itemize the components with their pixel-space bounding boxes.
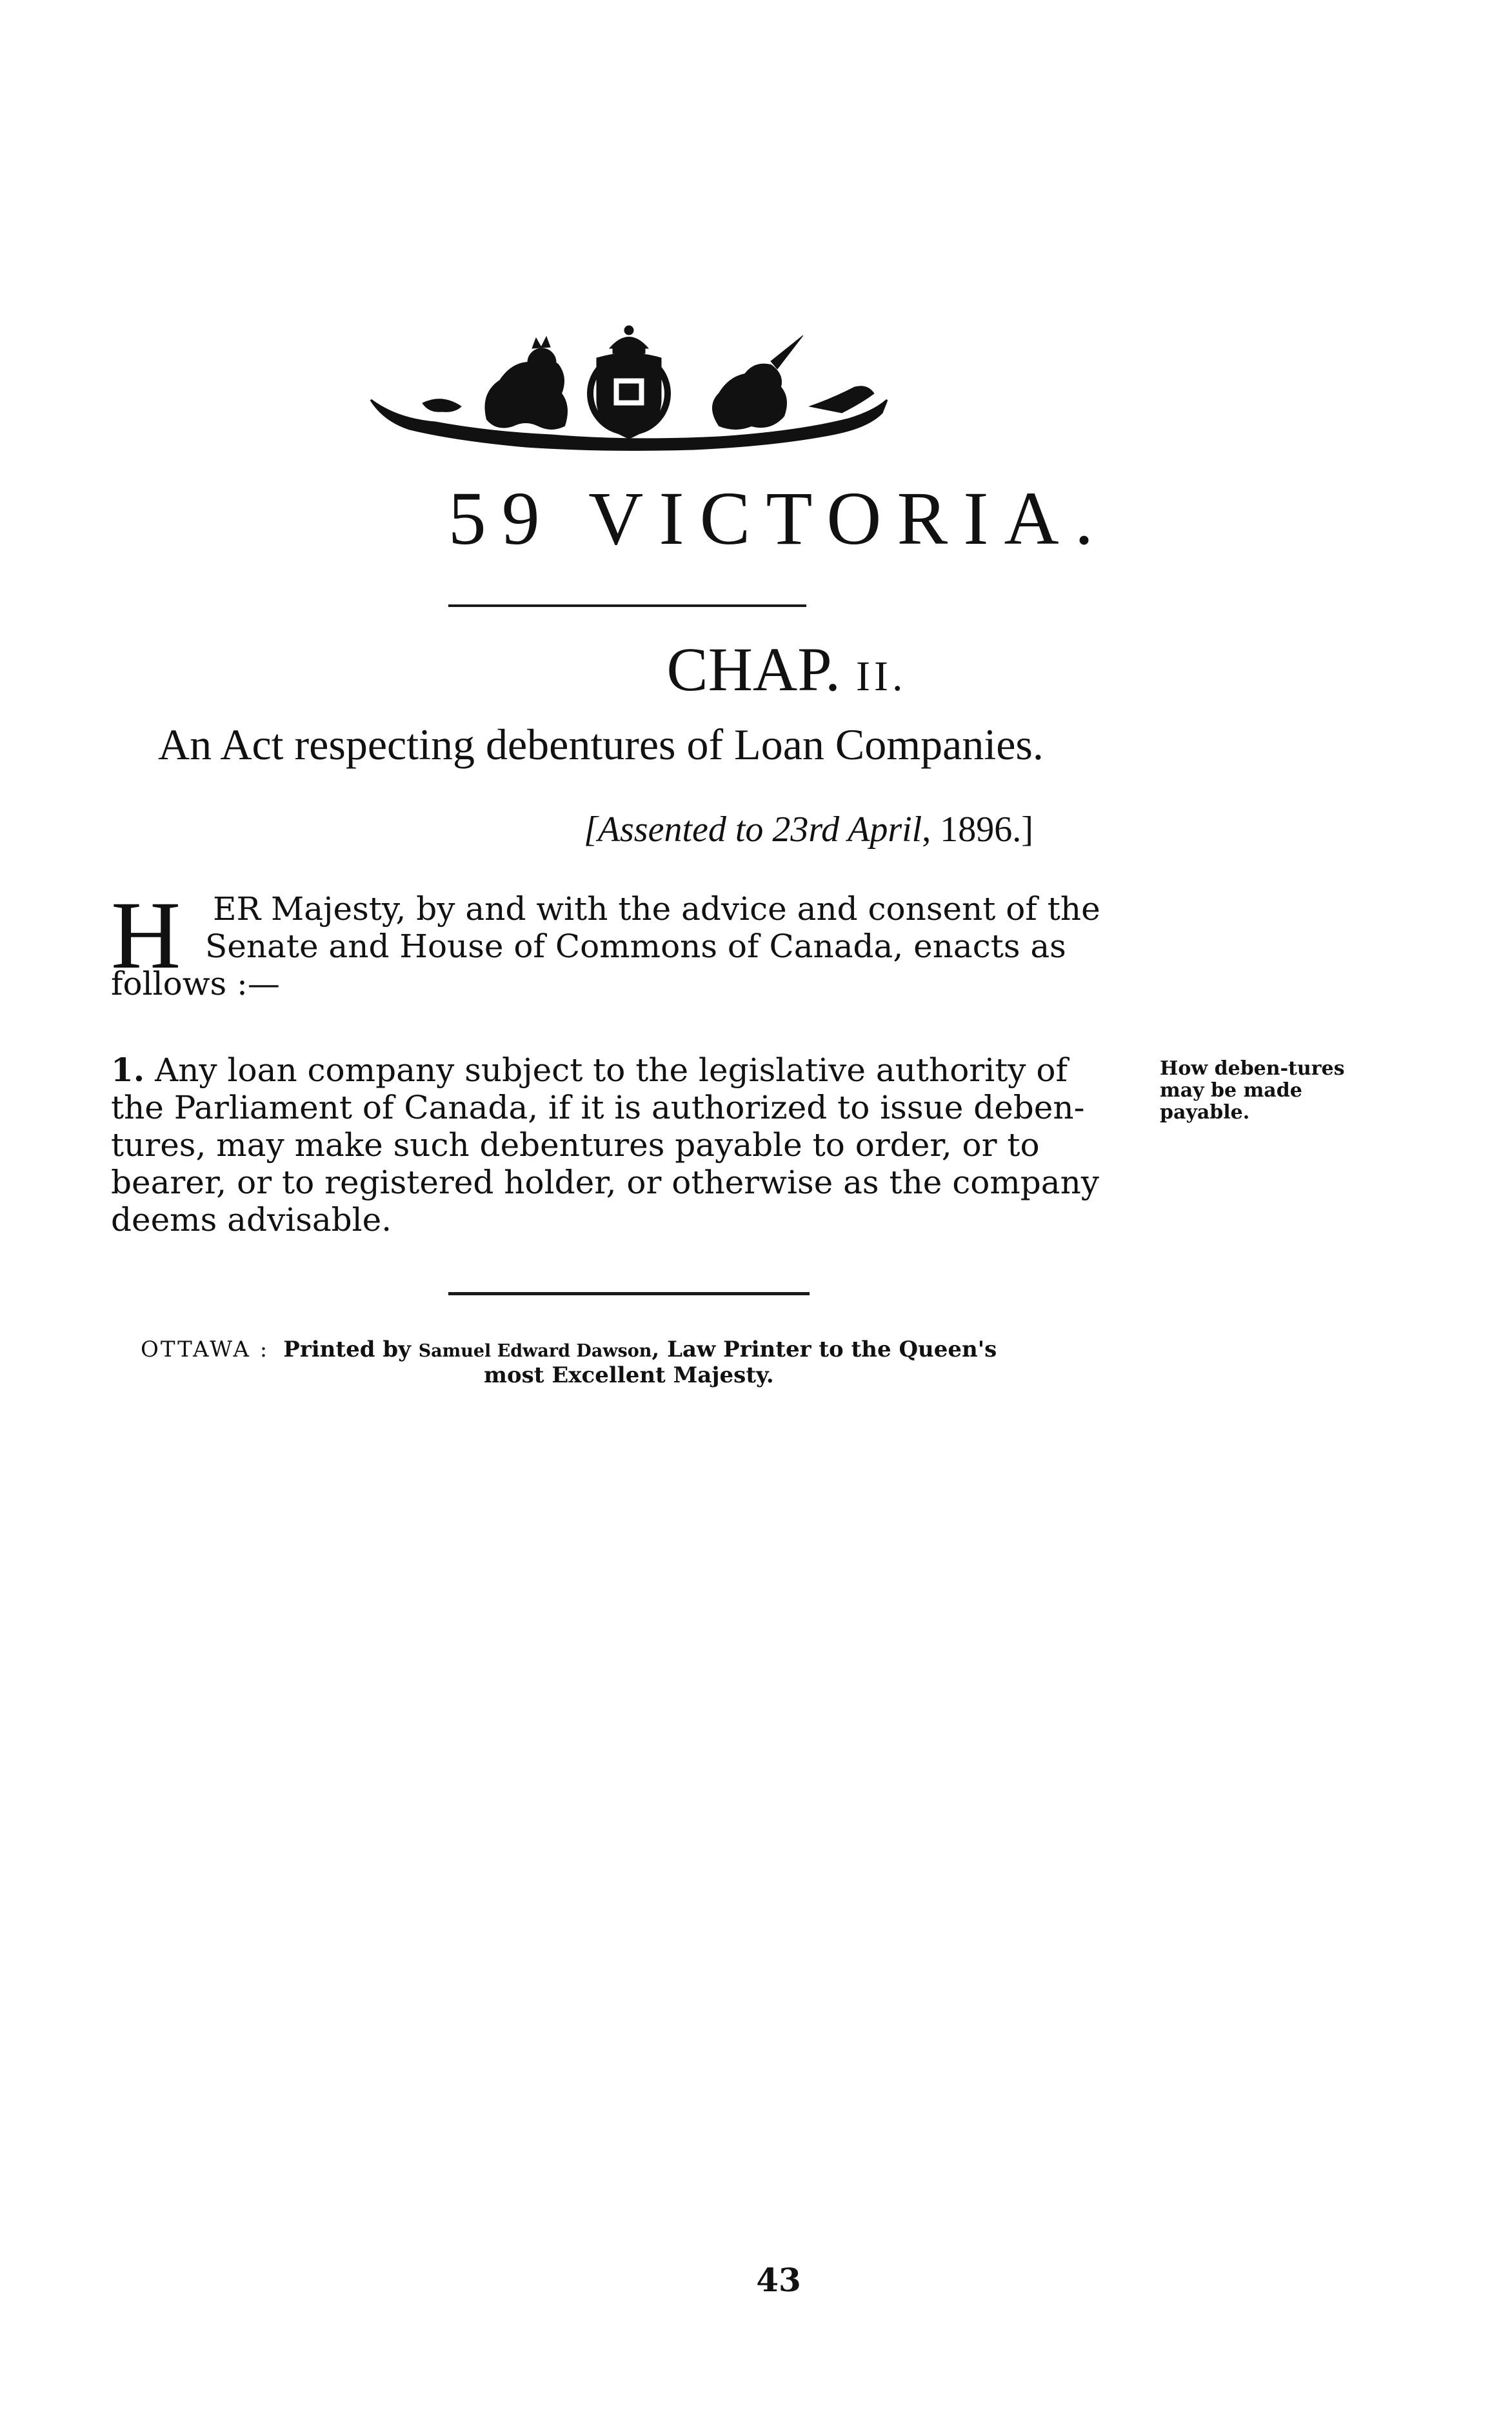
imprint-line2: most Excellent Majesty. <box>484 1362 774 1388</box>
section-1-line: deems advisable. <box>111 1201 392 1239</box>
section-number: 1. <box>111 1051 145 1089</box>
imprint-city: OTTAWA : <box>141 1337 270 1362</box>
enacting-clause-line: Senate and House of Commons of Canada, enacts as <box>205 928 1066 965</box>
divider-rule <box>448 604 806 607</box>
drop-cap: H <box>111 882 181 989</box>
section-1-line <box>111 1051 1068 1089</box>
imprint-printer-name: Samuel Edward Dawson <box>418 1341 652 1361</box>
page-number: 43 <box>756 2261 801 2299</box>
section-1-line: the Parliament of Canada, if it is authorized to issue deben- <box>111 1089 1085 1126</box>
section-1-line: tures, may make such debentures payable to order, or to <box>111 1126 1040 1164</box>
act-title: An Act respecting debentures of Loan Companies. <box>158 720 1044 769</box>
assent-year: , 1896.] <box>922 810 1033 850</box>
royal-coat-of-arms-icon <box>358 323 900 471</box>
printer-imprint <box>141 1339 997 1360</box>
assent-line <box>584 811 1164 848</box>
section-text: Any loan company subject to the legislative authority of <box>144 1051 1068 1089</box>
printer-imprint-line2 <box>484 1364 774 1386</box>
divider-rule <box>448 1292 810 1295</box>
imprint-printed-by: Printed by <box>283 1337 419 1362</box>
chapter-label: CHAP. <box>666 635 841 704</box>
section-1-line: bearer, or to registered holder, or otherwise as the company <box>111 1164 1100 1201</box>
enacting-clause-line: ER Majesty, by and with the advice and consent of the <box>213 890 1100 928</box>
assent-date: 23rd April <box>772 810 922 850</box>
chapter-heading <box>0 635 1512 704</box>
enacting-clause-line: follows :— <box>111 965 280 1002</box>
regnal-year: 59 VICTORIA. <box>448 476 1109 561</box>
assent-prefix: [Assented to <box>584 810 773 850</box>
imprint-title: , Law Printer to the Queen's <box>652 1337 997 1362</box>
marginal-note: How deben-tures may be made payable. <box>1160 1057 1345 1124</box>
chapter-number: II. <box>855 653 907 700</box>
